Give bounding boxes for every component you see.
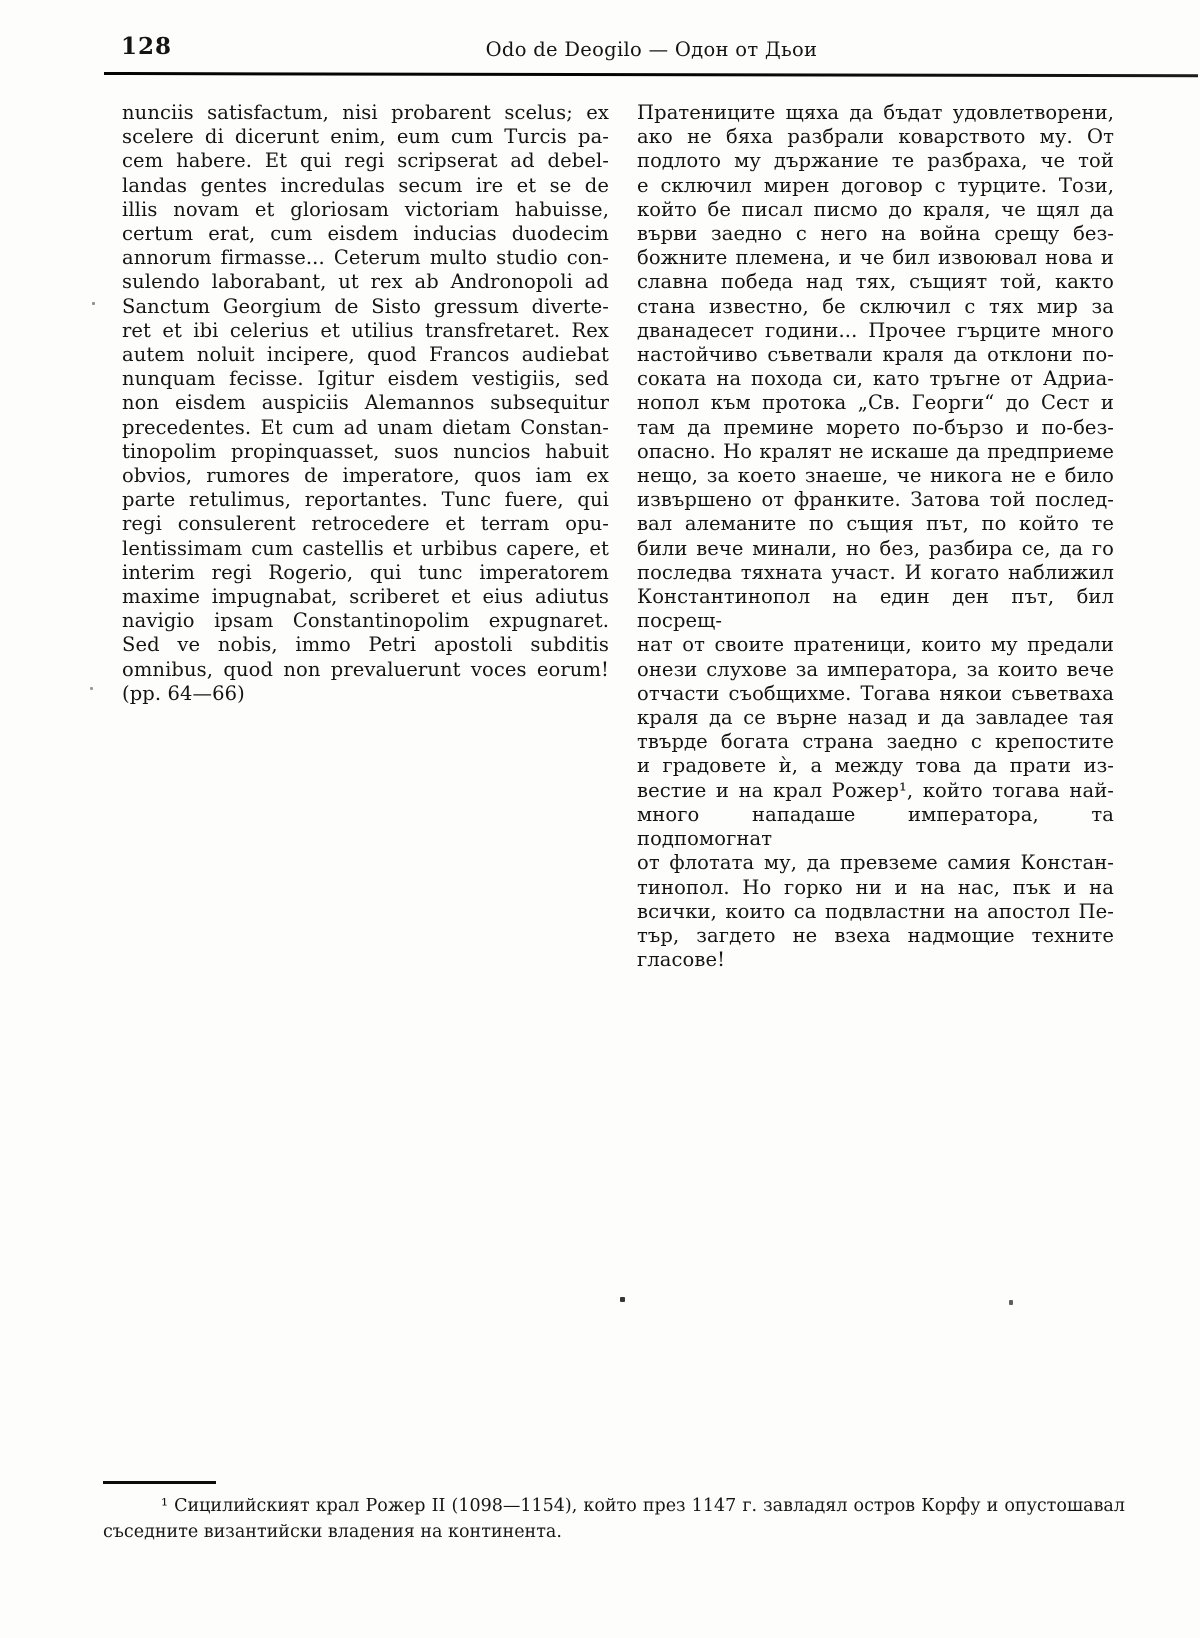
text-line: е сключил мирен договор с турците. Този, xyxy=(637,173,1114,197)
text-line: от флотата му, да превземе самия Констан- xyxy=(637,851,1114,875)
text-line: nunciis satisfactum, nisi probarent scelus; ex xyxy=(122,101,609,124)
text-line: regi consulerent retrocedere et terram opu- xyxy=(122,512,609,536)
text-line: отчасти съобщихме. Тогава някои съветваха xyxy=(637,681,1114,705)
text-line: Sed ve nobis, immo Petri apostoli subditis xyxy=(122,633,609,657)
text-line: славна победа над тях, същият той, както xyxy=(637,270,1114,294)
text-line: navigio ipsam Constantinopolim expugnaret. xyxy=(122,609,609,633)
text-line: sulendo laborabant, ut rex ab Andronopoli ad xyxy=(122,270,609,294)
text-line: Пратениците щяха да бъдат удовлетворени, xyxy=(637,101,1114,124)
page-number: 128 xyxy=(121,33,173,60)
text-line: annorum firmasse... Ceterum multo studio con- xyxy=(122,246,609,270)
ink-speck xyxy=(620,1297,625,1302)
text-line: cem habere. Et qui regi scripserat ad debel- xyxy=(122,149,609,173)
bulgarian-text-column xyxy=(637,101,1114,972)
text-line: настойчиво съветвали краля да отклони по- xyxy=(637,343,1114,367)
text-line: parte retulimus, reportantes. Tunc fuere, qui xyxy=(122,488,609,512)
text-line: illis novam et gloriosam victoriam habuisse, xyxy=(122,197,609,221)
text-line: онези слухове за императора, за които вече xyxy=(637,657,1114,681)
text-line: нопол към протока „Св. Георги“ до Сест и xyxy=(637,391,1114,415)
text-line: подлото му държание те разбраха, че той xyxy=(637,149,1114,173)
text-line: извършено от франките. Затова той послед- xyxy=(637,488,1114,512)
text-line: нат от своите пратеници, които му предали xyxy=(637,633,1114,657)
text-line: nunquam fecisse. Igitur eisdem vestigiis, sed xyxy=(122,367,609,391)
running-title: Odo de Deogilo — Одон от Дьои xyxy=(485,38,818,61)
text-line: non eisdem auspiciis Alemannos subsequitur xyxy=(122,391,609,415)
text-line: стана известно, бе сключил с тях мир за xyxy=(637,294,1114,318)
text-line: соката на похода си, като тръгне от Адриа- xyxy=(637,367,1114,391)
text-line: Sanctum Georgium de Sisto gressum diverte- xyxy=(122,294,609,318)
footnote-separator-rule xyxy=(103,1481,216,1484)
text-line: Константинопол на един ден път, бил посрещ- xyxy=(637,585,1114,633)
text-line: върви заедно с него на война срещу без- xyxy=(637,222,1114,246)
text-line: там да премине морето по-бързо и по-без- xyxy=(637,415,1114,439)
text-line: и градовете ѝ, а между това да прати из- xyxy=(637,754,1114,778)
text-line: много нападаше императора, та подпомогнат xyxy=(637,802,1114,851)
text-line: вал алеманите по същия път, по който те xyxy=(637,512,1114,536)
text-line: вестие и на крал Рожер¹, който тогава най- xyxy=(637,778,1114,802)
text-line: нещо, за което знаеше, че никога не е било xyxy=(637,464,1114,488)
text-line: твърде богата страна заедно с крепостите xyxy=(637,730,1114,754)
latin-text-column xyxy=(122,101,609,706)
text-line: дванадесет години... Прочее гърците много xyxy=(637,318,1114,342)
text-line: obvios, rumores de imperatore, quos iam ex xyxy=(122,464,609,488)
text-line: maxime impugnabat, scriberet et eius adiutus xyxy=(122,585,609,609)
text-line: scelere di dicerunt enim, eum cum Turcis pa- xyxy=(122,125,609,149)
text-line: последва тяхната участ. И когато наближил xyxy=(637,560,1114,584)
text-line: precedentes. Et cum ad unam dietam Constan- xyxy=(122,415,609,439)
text-line: tinopolim propinquasset, suos nuncios habuit xyxy=(122,439,609,463)
text-line: тър, загдето не взеха надмощие техните xyxy=(637,923,1114,947)
text-line: тинопол. Но горко ни и на нас, пък и на xyxy=(637,875,1114,899)
footnote xyxy=(103,1494,1125,1545)
text-line: който бе писал писмо до краля, че щял да xyxy=(637,197,1114,221)
text-line: съседните византийски владения на континента. xyxy=(103,1521,562,1542)
header-rule xyxy=(104,72,1198,77)
text-line: (pp. 64—66) xyxy=(122,681,245,705)
text-line: interim regi Rogerio, qui tunc imperatorem xyxy=(122,560,609,584)
ink-speck xyxy=(92,302,95,305)
text-line: lentissimam cum castellis et urbibus capere, et xyxy=(122,536,609,560)
text-line: опасно. Но кралят не искаше да предприеме xyxy=(637,439,1114,463)
ink-speck xyxy=(1009,1300,1013,1305)
text-line: краля да се върне назад и да завладее тая xyxy=(637,706,1114,730)
text-line: гласове! xyxy=(637,948,726,972)
ink-speck xyxy=(90,687,93,690)
text-line: били вече минали, но без, разбира се, да го xyxy=(637,536,1114,560)
text-line: ret et ibi celerius et utilius transfretaret. Rex xyxy=(122,318,609,342)
text-line: всички, които са подвластни на апостол Пе- xyxy=(637,899,1114,923)
text-line: autem noluit incipere, quod Francos audiebat xyxy=(122,343,609,367)
text-line: божните племена, и че бил извоювал нова и xyxy=(637,246,1114,270)
text-line: landas gentes incredulas secum ire et se de xyxy=(122,173,609,197)
text-line: omnibus, quod non prevaluerunt voces eorum! xyxy=(122,657,609,681)
text-line: ако не бяха разбрали коварството му. От xyxy=(637,125,1114,149)
text-line: certum erat, cum eisdem inducias duodecim xyxy=(122,222,609,246)
text-line: ¹ Сицилийският крал Рожер II (1098—1154), който през 1147 г. завладял остров Корфу и опустошавал xyxy=(161,1496,1125,1516)
